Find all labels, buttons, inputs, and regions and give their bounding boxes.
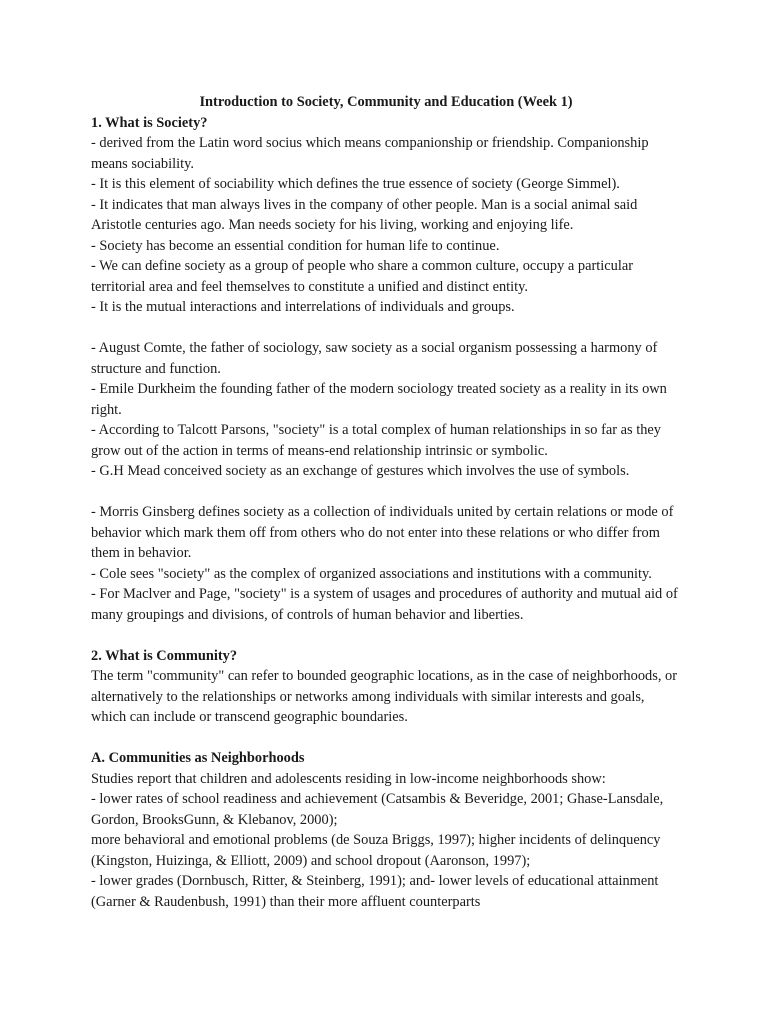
document-title: Introduction to Society, Community and Education (Week 1) xyxy=(199,94,573,110)
paragraph-line: - Emile Durkheim the founding father of the modern sociology treated society as a reality in its own right. xyxy=(91,381,667,418)
paragraph-line: - Cole sees "society" as the complex of organized associations and institutions with a community. xyxy=(91,565,652,582)
paragraph-line: more behavioral and emotional problems (de Souza Briggs, 1997); higher incidents of delinquency (Kingston, Huizinga, & Elliott, 2009) and school dropout (Aaronson, 1997); xyxy=(91,832,661,869)
paragraph-line: - lower rates of school readiness and achievement (Catsambis & Beveridge, 2001; Ghase-Lansdale, Gordon, BrooksGunn, & Klebanov, 2000); xyxy=(91,791,664,828)
paragraph-line: - lower grades (Dornbusch, Ritter, & Steinberg, 1991); and- lower levels of educational attainment (Garner & Raudenbush, 1991) than their more affluent counterparts xyxy=(91,873,659,910)
section-heading-society: 1. What is Society? xyxy=(91,114,208,131)
paragraph-line: - It indicates that man always lives in the company of other people. Man is a social animal said Aristotle centuries ago. Man needs society for his living, working and enjoying life. xyxy=(91,196,638,233)
paragraph-line: - We can define society as a group of people who share a common culture, occupy a particular territorial area and feel themselves to constitute a unified and distinct entity. xyxy=(91,258,634,295)
paragraph-line: - It is this element of sociability which defines the true essence of society (George Simmel). xyxy=(91,176,620,192)
paragraph-line: Studies report that children and adolescents residing in low-income neighborhoods show: xyxy=(91,770,606,787)
paragraph-line: - According to Talcott Parsons, "society" is a total complex of human relationships in so far as they grow out of the action in terms of means-end relationship intrinsic or symbolic. xyxy=(91,422,661,459)
blank-line xyxy=(91,318,681,339)
paragraph-line: - Morris Ginsberg defines society as a collection of individuals united by certain relations or mode of behavior which mark them off from others who do not enter into these relations or who differ from them in behavior. xyxy=(91,504,674,561)
blank-line xyxy=(91,728,681,749)
paragraph-line: - G.H Mead conceived society as an exchange of gestures which involves the use of symbols. xyxy=(91,463,630,479)
paragraph-line: - Society has become an essential condition for human life to continue. xyxy=(91,237,500,254)
section-heading-community: 2. What is Community? xyxy=(91,647,238,664)
blank-line xyxy=(91,482,681,503)
paragraph-line: - derived from the Latin word socius which means companionship or friendship. Companionship means sociability. xyxy=(91,135,649,172)
paragraph-line: - August Comte, the father of sociology, saw society as a social organism possessing a harmony of structure and function. xyxy=(91,340,658,377)
paragraph-community: The term "community" can refer to bounded geographic locations, as in the case of neighborhoods, or alternatively to the relationships or networks among individuals with similar interests and goals, which can include or transcend geographic boundaries. xyxy=(91,668,677,725)
section-heading-neighborhoods: A. Communities as Neighborhoods xyxy=(91,750,305,766)
document-page xyxy=(91,92,681,912)
blank-line xyxy=(91,625,681,646)
paragraph-line: - It is the mutual interactions and interrelations of individuals and groups. xyxy=(91,299,515,315)
paragraph-line: - For Maclver and Page, "society" is a system of usages and procedures of authority and mutual aid of many groupings and divisions, of controls of human behavior and liberties. xyxy=(91,586,678,623)
